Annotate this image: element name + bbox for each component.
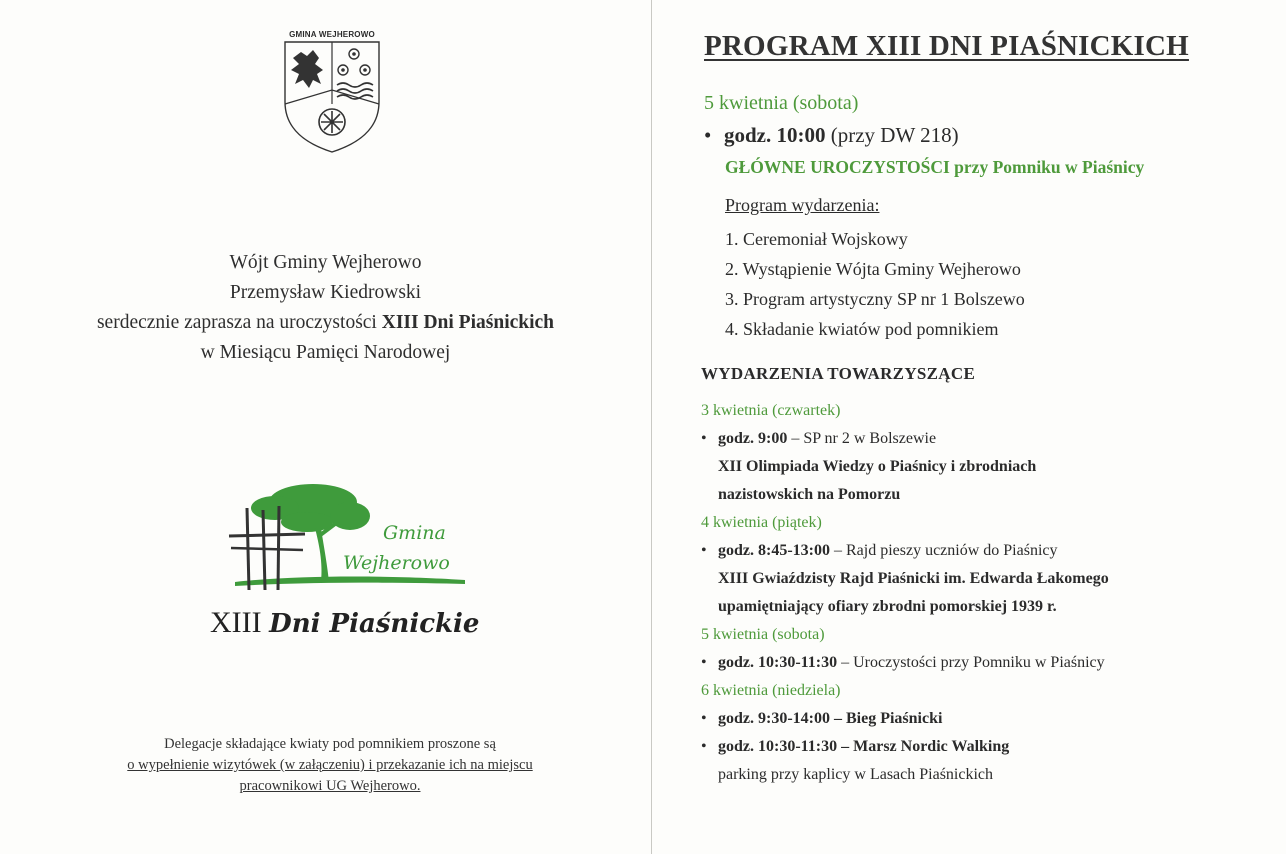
event-logo — [210, 478, 495, 654]
side-events — [701, 397, 1109, 789]
event-item: • godz. 9:30-14:00 – Bieg Piaśnicki — [701, 705, 1109, 733]
program-item: 4. Składanie kwiatów pod pomnikiem — [725, 319, 999, 339]
program-list — [725, 224, 1025, 344]
program-heading: Program wydarzenia: — [725, 195, 880, 215]
logo-wejherowo-text: Wejherowo — [343, 552, 450, 574]
invite-line-4: w Miesiącu Pamięci Narodowej — [200, 342, 451, 363]
tree-crosses-icon — [215, 478, 495, 608]
coat-of-arms — [279, 30, 385, 154]
event-day: 3 kwietnia (czwartek) — [701, 402, 841, 419]
main-time: • godz. 10:00 (przy DW 218) — [704, 123, 1286, 148]
program-item: 3. Program artystyczny SP nr 1 Bolszewo — [725, 289, 1025, 309]
event-item: • godz. 9:00 – SP nr 2 w Bolszewie — [701, 425, 1109, 453]
event-day: 6 kwietnia (niedziela) — [701, 682, 841, 699]
event-day: 4 kwietnia (piątek) — [701, 514, 822, 531]
event-item: • godz. 10:30-11:30 – Marsz Nordic Walking — [701, 733, 1109, 761]
invite-line-2: Przemysław Kiedrowski — [229, 282, 422, 303]
note-line-3: pracownikowi UG Wejherowo. — [239, 778, 421, 794]
event-day: 5 kwietnia (sobota) — [701, 626, 825, 643]
logo-gmina-text: Gmina — [383, 522, 446, 544]
crest-label: GMINA WEJHEROWO — [289, 30, 375, 39]
right-page — [652, 0, 1286, 854]
delegations-note — [60, 734, 600, 797]
program-item: 1. Ceremoniał Wojskowy — [725, 229, 908, 249]
event-item: • godz. 10:30-11:30 – Uroczystości przy Pomniku w Piaśnicy — [701, 649, 1109, 677]
invite-line-1: Wójt Gminy Wejherowo — [229, 252, 422, 273]
shield-icon — [279, 30, 385, 154]
event-detail: XII Olimpiada Wiedzy o Piaśnicy i zbrodniach — [718, 458, 1037, 475]
side-events-heading: WYDARZENIA TOWARZYSZĄCE — [701, 364, 976, 383]
note-line-2: o wypełnienie wizytówek (w załączeniu) i przekazanie ich na miejscu — [127, 757, 533, 773]
main-place: GŁÓWNE UROCZYSTOŚCI przy Pomniku w Piaśnicy — [725, 157, 1145, 177]
event-detail: XIII Gwiaździsty Rajd Piaśnicki im. Edwarda Łakomego — [718, 570, 1109, 587]
program-title: PROGRAM XIII DNI PIAŚNICKICH — [704, 30, 1189, 62]
program-item: 2. Wystąpienie Wójta Gminy Wejherowo — [725, 259, 1021, 279]
note-line-1: Delegacje składające kwiaty pod pomnikiem proszone są — [164, 736, 496, 752]
logo-title: XIII Dni Piaśnickie — [210, 606, 480, 639]
event-detail: upamiętniający ofiary zbrodni pomorskiej 1939 r. — [718, 598, 1057, 615]
main-day: 5 kwietnia (sobota) — [704, 92, 859, 114]
event-detail: nazistowskich na Pomorzu — [718, 486, 901, 503]
event-detail: parking przy kaplicy w Lasach Piaśnickich — [718, 766, 994, 783]
invite-line-3: serdecznie zaprasza na uroczystości XIII Dni Piaśnickich — [96, 312, 555, 333]
event-item: • godz. 8:45-13:00 – Rajd pieszy uczniów do Piaśnicy — [701, 537, 1109, 565]
invitation-text — [0, 248, 651, 368]
